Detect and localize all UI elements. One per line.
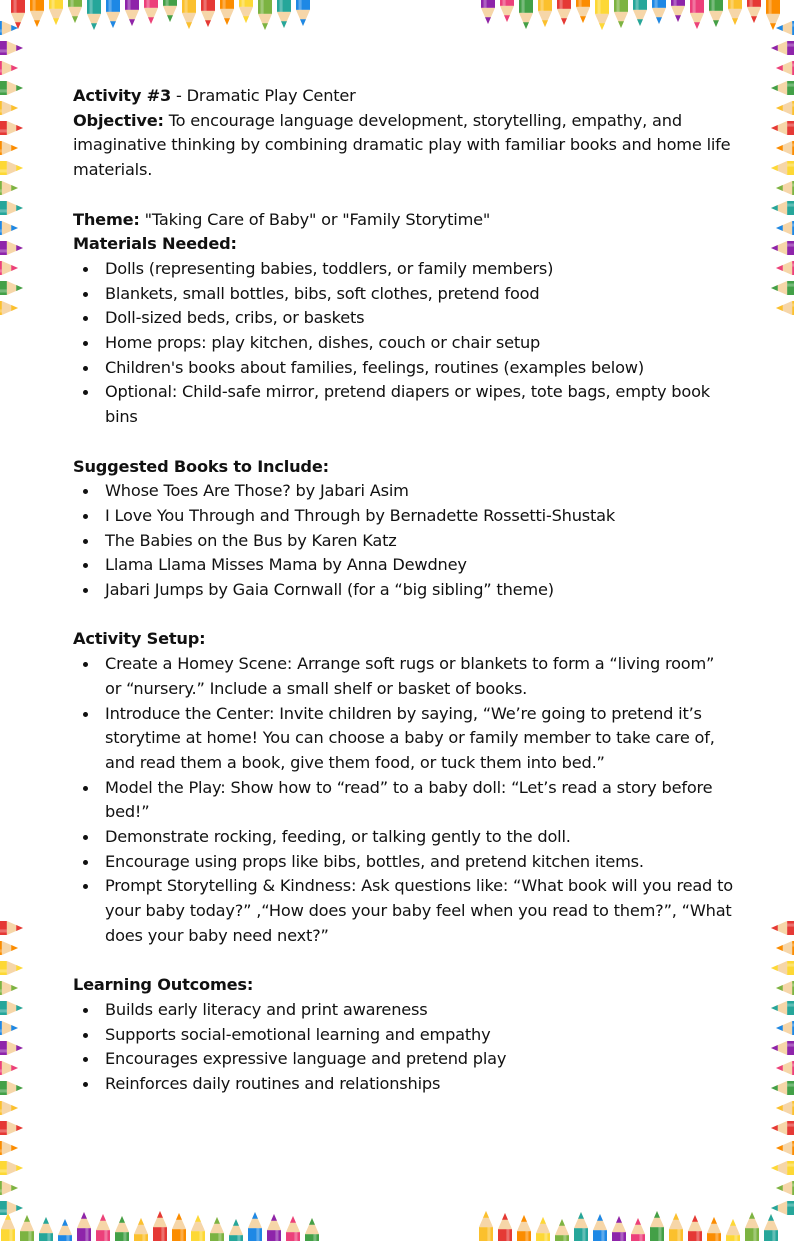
colored-pencil-icon [0,181,18,195]
colored-pencil-icon [191,1215,205,1241]
colored-pencil-icon [0,1101,18,1115]
colored-pencil-icon [771,281,794,295]
spacer [73,949,733,974]
colored-pencil-icon [776,1061,794,1075]
colored-pencil-icon [574,1212,588,1241]
colored-pencil-icon [669,1213,683,1241]
colored-pencil-icon [49,0,63,25]
colored-pencil-icon [248,1212,262,1241]
objective-label: Objective: [73,110,164,130]
colored-pencil-icon [557,0,571,25]
spacer [73,183,733,208]
colored-pencil-icon [296,0,310,26]
colored-pencil-icon [776,1181,794,1195]
colored-pencil-icon [612,1216,626,1241]
colored-pencil-icon [745,1212,759,1241]
colored-pencil-icon [229,1219,243,1241]
colored-pencil-icon [0,1121,23,1135]
colored-pencil-icon [0,261,18,275]
spacer [73,603,733,628]
colored-pencil-icon [96,1214,110,1241]
colored-pencil-icon [0,101,18,115]
list-item: Llama Llama Misses Mama by Anna Dewdney [73,553,733,578]
colored-pencil-icon [0,241,23,255]
colored-pencil-icon [593,1214,607,1241]
colored-pencil-icon [771,1201,794,1215]
list-item: Blankets, small bottles, bibs, soft clothes, pretend food [73,282,733,307]
colored-pencil-icon [771,961,794,975]
colored-pencil-icon [652,0,666,24]
colored-pencil-icon [239,0,253,23]
setup-heading: Activity Setup: [73,629,206,649]
colored-pencil-icon [58,1219,72,1241]
colored-pencil-icon [728,0,742,25]
colored-pencil-icon [726,1219,740,1241]
colored-pencil-icon [771,1001,794,1015]
colored-pencil-icon [0,1041,23,1055]
list-item: Introduce the Center: Invite children by saying, “We’re going to pretend it’s storytime at home! You can choose a baby or family member to take care of, and read them a book, give them food, or tuck them into bed.” [73,702,733,776]
colored-pencil-icon [671,0,685,22]
document-body [73,84,733,1097]
colored-pencil-icon [153,1211,167,1241]
colored-pencil-icon [481,0,495,24]
list-item: Encourages expressive language and pretend play [73,1047,733,1072]
outcomes-heading: Learning Outcomes: [73,975,254,995]
colored-pencil-icon [0,981,18,995]
colored-pencil-icon [776,301,794,315]
colored-pencil-icon [500,0,514,22]
list-item: The Babies on the Bus by Karen Katz [73,529,733,554]
list-item: Supports social-emotional learning and empathy [73,1023,733,1048]
colored-pencil-icon [182,0,196,29]
list-item: Jabari Jumps by Gaia Cornwall (for a “big sibling” theme) [73,578,733,603]
colored-pencil-icon [0,961,23,975]
colored-pencil-icon [519,0,533,29]
colored-pencil-icon [776,61,794,75]
colored-pencil-icon [0,81,23,95]
border-bottom-right [479,1211,778,1241]
colored-pencil-icon [771,161,794,175]
colored-pencil-icon [688,1215,702,1241]
list-item: Encourage using props like bibs, bottles, and pretend kitchen items. [73,850,733,875]
colored-pencil-icon [771,201,794,215]
outcomes-list [73,998,733,1097]
colored-pencil-icon [771,81,794,95]
border-left-top [0,21,23,315]
colored-pencil-icon [0,941,18,955]
colored-pencil-icon [0,1021,18,1035]
colored-pencil-icon [776,1021,794,1035]
colored-pencil-icon [517,1215,531,1241]
books-heading: Suggested Books to Include: [73,456,329,476]
activity-title: - Dramatic Play Center [171,86,356,105]
colored-pencil-icon [210,1217,224,1241]
colored-pencil-icon [0,221,18,235]
theme-text: "Taking Care of Baby" or "Family Storytime" [139,209,491,229]
colored-pencil-icon [771,1121,794,1135]
colored-pencil-icon [576,0,590,23]
colored-pencil-icon [747,0,761,23]
activity-title-line [73,84,733,109]
colored-pencil-icon [776,221,794,235]
colored-pencil-icon [776,101,794,115]
colored-pencil-icon [277,0,291,28]
list-item: Dolls (representing babies, toddlers, or family members) [73,257,733,282]
colored-pencil-icon [764,1214,778,1241]
colored-pencil-icon [39,1217,53,1241]
colored-pencil-icon [771,921,794,935]
colored-pencil-icon [1,1213,15,1241]
border-right-bottom [771,921,794,1215]
objective-paragraph [73,109,733,183]
colored-pencil-icon [163,0,177,22]
colored-pencil-icon [650,1211,664,1241]
colored-pencil-icon [771,241,794,255]
books-list [73,479,733,603]
colored-pencil-icon [0,1061,18,1075]
colored-pencil-icon [11,0,25,29]
colored-pencil-icon [267,1214,281,1241]
colored-pencil-icon [0,1001,23,1015]
border-left-bottom [0,921,23,1215]
colored-pencil-icon [0,21,18,35]
colored-pencil-icon [631,1218,645,1241]
colored-pencil-icon [498,1213,512,1241]
colored-pencil-icon [0,1161,23,1175]
colored-pencil-icon [633,0,647,26]
colored-pencil-icon [220,0,234,25]
list-item: Create a Homey Scene: Arrange soft rugs or blankets to form a “living room” or “nursery.” Include a small shelf or basket of books. [73,652,733,701]
list-item: Demonstrate rocking, feeding, or talking gently to the doll. [73,825,733,850]
theme-line [73,208,733,233]
colored-pencil-icon [776,261,794,275]
setup-list [73,652,733,948]
colored-pencil-icon [144,0,158,24]
colored-pencil-icon [776,21,794,35]
colored-pencil-icon [0,161,23,175]
colored-pencil-icon [0,281,23,295]
border-right-top [771,21,794,315]
colored-pencil-icon [555,1219,569,1241]
colored-pencil-icon [20,1215,34,1241]
colored-pencil-icon [690,0,704,29]
colored-pencil-icon [0,1181,18,1195]
colored-pencil-icon [0,141,18,155]
materials-list [73,257,733,430]
colored-pencil-icon [479,1211,493,1241]
colored-pencil-icon [538,0,552,27]
colored-pencil-icon [0,41,23,55]
colored-pencil-icon [106,0,120,28]
colored-pencil-icon [0,1081,23,1095]
colored-pencil-icon [286,1216,300,1241]
colored-pencil-icon [776,181,794,195]
colored-pencil-icon [0,201,23,215]
colored-pencil-icon [0,921,23,935]
colored-pencil-icon [776,1141,794,1155]
colored-pencil-icon [77,1212,91,1241]
list-item: Whose Toes Are Those? by Jabari Asim [73,479,733,504]
colored-pencil-icon [776,141,794,155]
colored-pencil-icon [134,1218,148,1241]
colored-pencil-icon [87,0,101,30]
colored-pencil-icon [776,981,794,995]
colored-pencil-icon [0,301,18,315]
list-item: Doll-sized beds, cribs, or baskets [73,306,733,331]
colored-pencil-icon [115,1216,129,1241]
colored-pencil-icon [0,61,18,75]
list-item: Reinforces daily routines and relationships [73,1072,733,1097]
list-item: I Love You Through and Through by Bernadette Rossetti-Shustak [73,504,733,529]
colored-pencil-icon [709,0,723,27]
objective-text: To encourage language development, storytelling, empathy, and imaginative thinking by combining dramatic play with familiar books and home life materials. [73,110,731,180]
colored-pencil-icon [68,0,82,23]
colored-pencil-icon [771,1161,794,1175]
list-item: Builds early literacy and print awareness [73,998,733,1023]
border-bottom-left [1,1211,319,1241]
colored-pencil-icon [707,1217,721,1241]
theme-label: Theme: [73,209,140,229]
colored-pencil-icon [536,1217,550,1241]
colored-pencil-icon [0,121,23,135]
border-top-left [11,0,310,30]
colored-pencil-icon [172,1213,186,1241]
list-item: Model the Play: Show how to “read” to a baby doll: “Let’s read a story before bed!” [73,776,733,825]
spacer [73,430,733,455]
colored-pencil-icon [614,0,628,28]
list-item: Prompt Storytelling & Kindness: Ask questions like: “What book will you read to your baby today?” ,“How does your baby feel when you read to them?”, “What does your baby need next?” [73,874,733,948]
colored-pencil-icon [201,0,215,27]
colored-pencil-icon [125,0,139,26]
colored-pencil-icon [776,941,794,955]
colored-pencil-icon [258,0,272,30]
colored-pencil-icon [776,1101,794,1115]
list-item: Children's books about families, feelings, routines (examples below) [73,356,733,381]
colored-pencil-icon [30,0,44,27]
list-item: Optional: Child-safe mirror, pretend diapers or wipes, tote bags, empty book bins [73,380,733,429]
colored-pencil-icon [766,0,780,30]
colored-pencil-icon [771,1081,794,1095]
colored-pencil-icon [0,1201,23,1215]
colored-pencil-icon [771,1041,794,1055]
colored-pencil-icon [771,121,794,135]
colored-pencil-icon [0,1141,18,1155]
list-item: Home props: play kitchen, dishes, couch or chair setup [73,331,733,356]
border-top-right [481,0,780,30]
activity-label: Activity #3 [73,86,172,105]
colored-pencil-icon [595,0,609,30]
colored-pencil-icon [305,1218,319,1241]
materials-heading: Materials Needed: [73,234,237,254]
colored-pencil-icon [771,41,794,55]
